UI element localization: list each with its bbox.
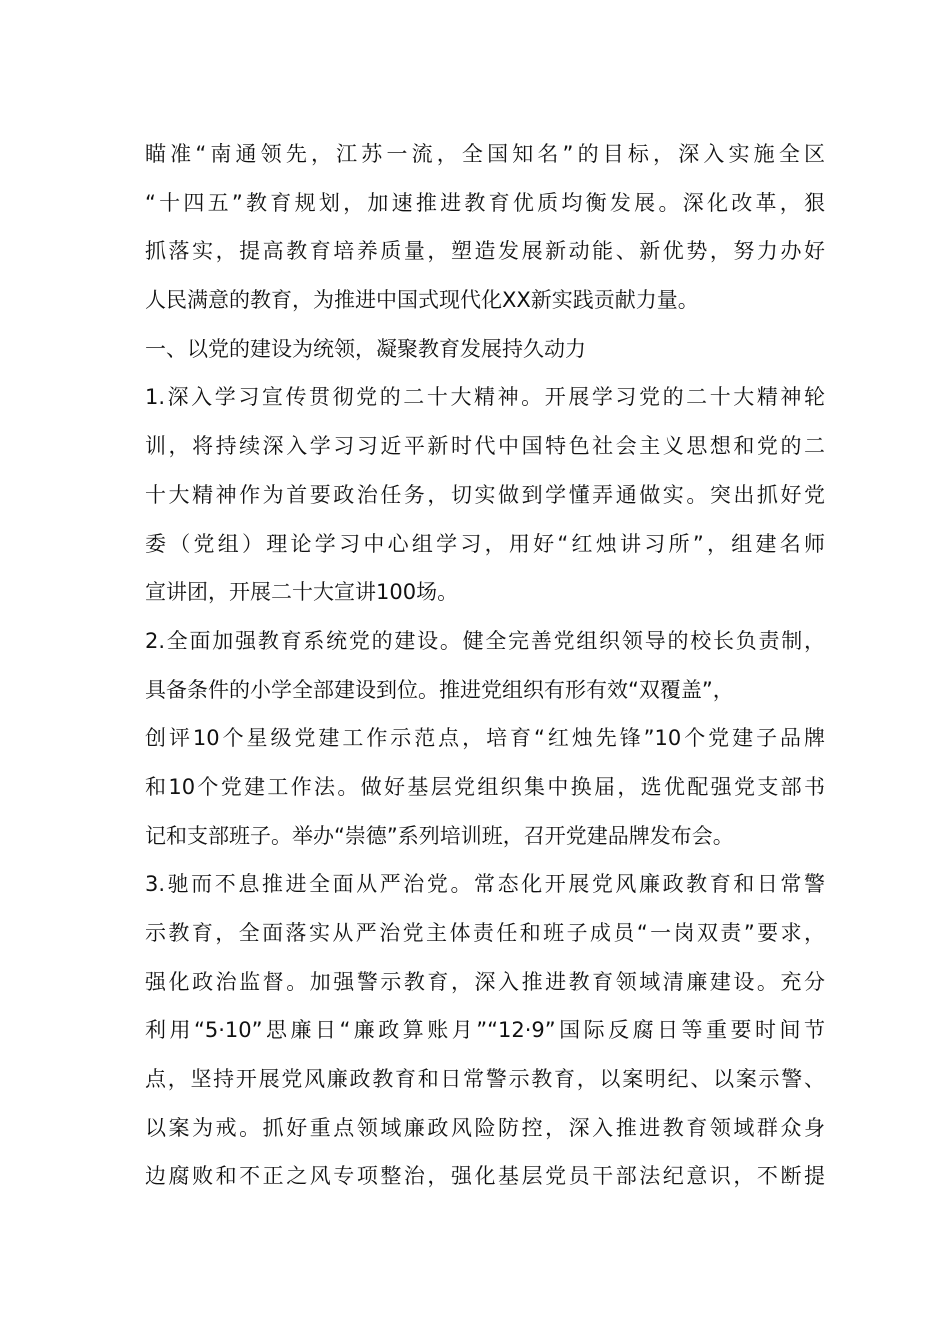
text-line: 2.全面加强教育系统党的建设。健全完善党组织领导的校长负责制， — [145, 628, 825, 653]
text-line: 十大精神作为首要政治任务，切实做到学懂弄通做实。突出抓好党 — [145, 482, 825, 507]
text-line: 边腐败和不正之风专项整治，强化基层党员干部法纪意识，不断提 — [145, 1164, 825, 1189]
section-heading: 一、以党的建设为统领，凝聚教育发展持久动力 — [145, 336, 586, 361]
text-line: 点，坚持开展党风廉政教育和日常警示教育，以案明纪、以案示警、 — [145, 1067, 825, 1092]
document-body — [145, 130, 825, 1201]
text-line: 示教育，全面落实从严治党主体责任和班子成员“一岗双责”要求， — [145, 921, 825, 945]
text-line: 抓落实，提高教育培养质量，塑造发展新动能、新优势，努力办好 — [145, 239, 825, 264]
text-line: 利用“5·10”思廉日“廉政算账月”“12·9”国际反腐日等重要时间节 — [145, 1018, 825, 1043]
text-line: 瞄准“南通领先，江苏一流，全国知名”的目标，深入实施全区 — [145, 142, 825, 166]
text-line: 3.驰而不息推进全面从严治党。常态化开展党风廉政教育和日常警 — [145, 872, 825, 897]
text-line: 宣讲团，开展二十大宣讲100场。 — [145, 580, 459, 605]
text-line: 1.深入学习宣传贯彻党的二十大精神。开展学习党的二十大精神轮 — [145, 385, 825, 410]
text-line: 创评10个星级党建工作示范点，培育“红烛先锋”10个党建子品牌 — [145, 726, 825, 751]
text-line: 以案为戒。抓好重点领域廉政风险防控，深入推进教育领域群众身 — [145, 1115, 825, 1140]
text-line: 训，将持续深入学习习近平新时代中国特色社会主义思想和党的二 — [145, 434, 825, 459]
text-line: 委（党组）理论学习中心组学习，用好“红烛讲习所”，组建名师 — [145, 531, 825, 556]
text-line: 人民满意的教育，为推进中国式现代化XX新实践贡献力量。 — [145, 288, 699, 313]
text-line: “十四五”教育规划，加速推进教育优质均衡发展。深化改革，狠 — [145, 190, 825, 215]
text-line: 具备条件的小学全部建设到位。推进党组织有形有效“双覆盖”， — [145, 677, 734, 702]
text-line: 和10个党建工作法。做好基层党组织集中换届，选优配强党支部书 — [145, 774, 825, 799]
text-line: 记和支部班子。举办“崇德”系列培训班，召开党建品牌发布会。 — [145, 823, 734, 848]
text-line: 强化政治监督。加强警示教育，深入推进教育领域清廉建设。充分 — [145, 969, 825, 994]
